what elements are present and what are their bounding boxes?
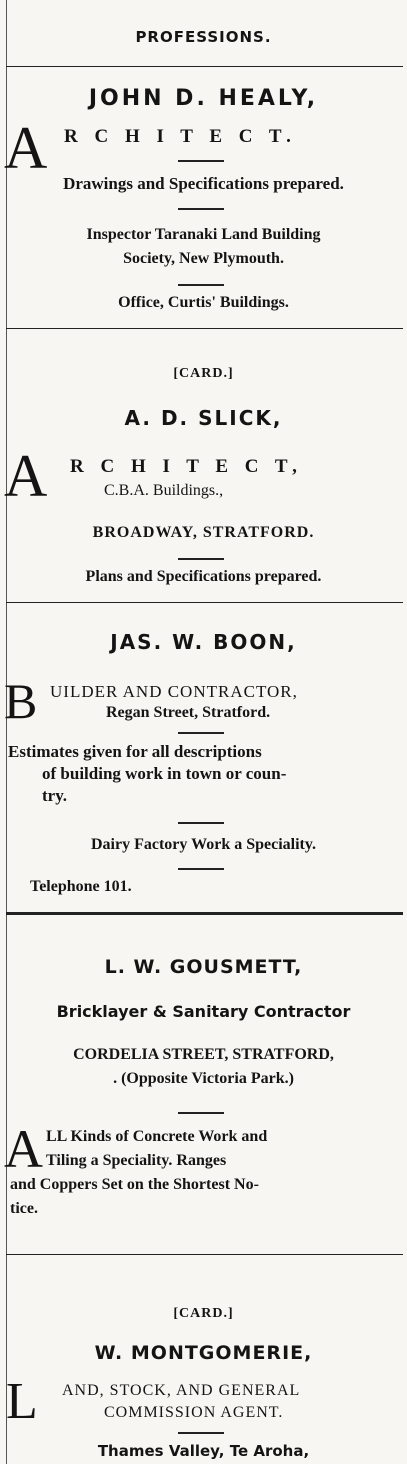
slick-dropcap: A [4, 443, 48, 509]
slick-name: A. D. SLICK, [124, 406, 283, 430]
gousmett-body-3: and Coppers Set on the Shortest No- [10, 1176, 259, 1193]
slick-line3: Plans and Specifications prepared. [85, 568, 322, 585]
short-rule [178, 1432, 224, 1434]
boon-estimates-1: Estimates given for all descriptions [8, 742, 262, 761]
divider [6, 66, 403, 67]
boon-estimates-3: try. [42, 786, 68, 805]
divider [6, 912, 403, 915]
montgomerie-body-1: AND, STOCK, AND GENERAL [62, 1382, 301, 1399]
montgomerie-name: W. MONTGOMERIE, [94, 1342, 313, 1364]
healy-line1: Drawings and Specifications prepared. [63, 174, 344, 193]
healy-dropcap: A [4, 115, 48, 181]
gousmett-body-4: tice. [10, 1200, 38, 1217]
gousmett-body-1: LL Kinds of Concrete Work and [46, 1128, 268, 1145]
short-rule [178, 558, 224, 560]
divider [6, 602, 403, 603]
montgomerie-place: Thames Valley, Te Aroha, [97, 1442, 310, 1460]
healy-line3: Society, New Plymouth. [123, 250, 284, 267]
short-rule [178, 868, 224, 870]
short-rule [178, 822, 224, 824]
short-rule [178, 284, 224, 286]
boon-estimates-2: of building work in town or coun- [42, 764, 287, 783]
gousmett-line2: . (Opposite Victoria Park.) [113, 1070, 294, 1087]
boon-title: UILDER AND CONTRACTOR, [50, 682, 298, 701]
gousmett-trade: Bricklayer & Sanitary Contractor [56, 1002, 351, 1021]
boon-phone: Telephone 101. [30, 878, 132, 895]
gousmett-line1: CORDELIA STREET, STRATFORD, [73, 1046, 334, 1063]
boon-line1: Regan Street, Stratford. [106, 704, 271, 721]
healy-line2: Inspector Taranaki Land Building [86, 226, 321, 243]
boon-name: JAS. W. BOON, [110, 630, 297, 654]
gousmett-dropcap: A [4, 1119, 43, 1179]
gousmett-name: L. W. GOUSMETT, [104, 956, 303, 978]
healy-title: R C H I T E C T. [64, 126, 297, 147]
short-rule [178, 208, 224, 210]
healy-line4: Office, Curtis' Buildings. [118, 294, 289, 311]
montgomerie-card-label: [CARD.] [173, 1306, 234, 1321]
slick-card-label: [CARD.] [173, 366, 234, 381]
gousmett-body-2: Tiling a Speciality. Ranges [46, 1152, 227, 1169]
divider [6, 328, 403, 329]
short-rule [178, 732, 224, 734]
healy-name: JOHN D. HEALY, [88, 86, 319, 111]
slick-title: R C H I T E C T, [70, 456, 303, 477]
montgomerie-dropcap: L [6, 1373, 38, 1430]
short-rule [178, 1112, 224, 1114]
column-left-border [6, 0, 7, 1464]
boon-specialty: Dairy Factory Work a Speciality. [90, 836, 316, 853]
short-rule [178, 160, 224, 162]
slick-line2: BROADWAY, STRATFORD. [92, 524, 315, 541]
montgomerie-body-2: COMMISSION AGENT. [104, 1404, 284, 1421]
divider [6, 1254, 403, 1255]
boon-dropcap: B [4, 673, 38, 729]
slick-line1: C.B.A. Buildings., [104, 482, 224, 499]
section-title: PROFESSIONS. [135, 28, 272, 46]
